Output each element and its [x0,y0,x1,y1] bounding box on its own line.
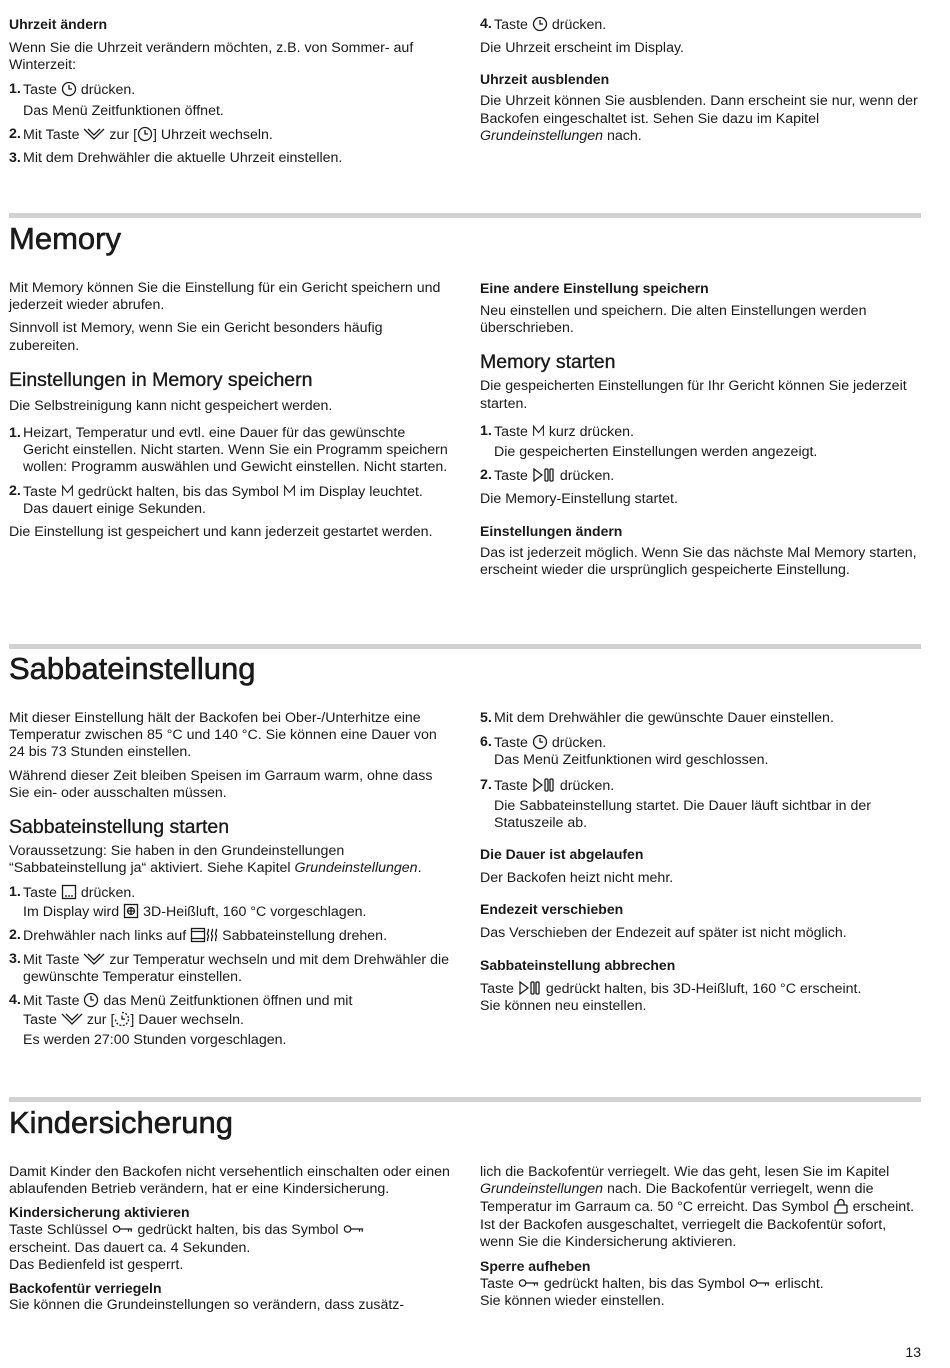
kinder-lift-text: Taste gedrückt halten, bis das Symbol erlischt. [480,1276,824,1293]
step-number: 2. [9,125,21,142]
sabbat-step-7-result: Die Sabbateinstellung startet. Die Dauer läuft sichtbar in der Statuszeile ab. [494,797,871,832]
memory-started-text: Die Memory-Einstellung startet. [480,491,678,508]
kinder-door-text: Sie können die Grundeinstellungen so verändern, dass zusätz- [9,1297,405,1314]
hot-air-icon [123,903,139,919]
step-number: 4. [480,16,492,32]
kinder-activate-heading: Kindersicherung aktivieren [9,1204,190,1221]
memory-start-text: Die gespeicherten Einstellungen für Ihr Gericht können Sie jederzeit starten. [480,378,907,412]
kinder-lift-heading: Sperre aufheben [480,1258,591,1275]
uhrzeit-heading: Uhrzeit ändern [9,16,108,32]
kinder-door-heading: Backofentür verriegeln [9,1280,162,1297]
sabbat-intro-1: Mit dieser Einstellung hält der Backofen bei Ober-/Unterhitze eine Temperatur zwischen 85 °C und 140 °C. Sie können eine Dauer von 24 bis 73 Stunden einstellen. [9,710,437,761]
sabbat-cancel-note: Sie können neu einstellen. [480,997,647,1014]
memory-other-text: Neu einstellen und speichern. Die alten Einstellungen werden überschrieben. [480,303,867,337]
clock-icon [532,734,548,750]
uhrzeit-step-4-result: Die Uhrzeit erscheint im Display. [480,40,684,57]
chevron-down-icon [83,951,105,967]
section-divider [9,644,921,649]
sabbat-shift-heading: Endezeit verschieben [480,901,624,918]
duration-icon [114,1011,130,1027]
step-number: 1. [9,884,21,901]
start-pause-icon [532,777,556,793]
memory-start-step-1-result: Die gespeicherten Einstellungen werden angezeigt. [494,444,818,461]
step-number: 3. [9,150,21,167]
step-number: 3. [9,951,21,968]
uhrzeit-hide-text: Die Uhrzeit können Sie ausblenden. Dann erscheint sie nur, wenn der Backofen eingeschaltet ist. Sehen Sie dazu im Kapitel Grundeinstellungen nach. [480,93,918,144]
chevron-down-icon [61,1011,83,1027]
memory-start-heading: Memory starten [480,351,616,374]
memory-start-step-1: 1. Taste kurz drücken. [480,422,634,440]
clock-bracket-icon [137,126,153,142]
uhrzeit-left-column [9,16,451,167]
sabbat-left-column [9,710,451,1049]
kinder-activate-result: Das Bedienfeld ist gesperrt. [9,1256,184,1273]
uhrzeit-step-1-result: Das Menü Zeitfunktionen öffnet. [23,102,224,119]
sabbat-step-5: 5. Mit dem Drehwähler die gewünschte Dauer einstellen. [480,710,834,726]
kinder-activate-text: Taste Schlüssel gedrückt halten, bis das Symbol erscheint. Das dauert ca. 4 Sekunden. [9,1221,451,1256]
kinder-right-column [480,1164,920,1310]
uhrzeit-step-2: 2. Mit Taste zur [ ] Uhrzeit wechseln. [9,125,273,143]
sabbat-step-6-result: Das Menü Zeitfunktionen wird geschlossen. [494,752,769,769]
memory-change-heading: Einstellungen ändern [480,522,623,539]
uhrzeit-hide-heading: Uhrzeit ausblenden [480,71,610,88]
memory-change-text: Das ist jederzeit möglich. Wenn Sie das nächste Mal Memory starten, erscheint wieder die ursprünglich gespeicherte Einstellung. [480,544,917,578]
sabbat-done-text: Der Backofen heizt nicht mehr. [480,870,674,887]
sabbat-intro-2: Während dieser Zeit bleiben Speisen im Garraum warm, ohne dass Sie ein- oder ausschalten müssen. [9,767,433,801]
start-pause-icon [518,980,542,996]
chevron-down-icon [83,126,105,142]
sabbat-precondition: Voraussetzung: Sie haben in den Grundeinstellungen “Sabbateinstellung ja“ aktiviert. Siehe Kapitel Grundeinstellungen. [9,843,422,877]
sabbat-heading: Sabbateinstellung [9,651,256,686]
memory-left-column [9,280,451,541]
uhrzeit-right-column [480,16,920,145]
sabbat-cancel-text: Taste gedrückt halten, bis 3D-Heißluft, 160 °C erscheint. [480,980,862,997]
sabbat-cancel-heading: Sabbateinstellung abbrechen [480,956,676,973]
memory-m-icon [61,483,74,499]
memory-intro-1: Mit Memory können Sie die Einstellung für ein Gericht speichern und jederzeit wieder abrufen. [9,280,441,314]
memory-intro-2: Sinnvoll ist Memory, wenn Sie ein Gericht besonders häufig zubereiten. [9,320,383,354]
kinder-door-text-continued: lich die Backofentür verriegelt. Wie das geht, lesen Sie im Kapitel Grundeinstellungen nach. Die Backofentür verriegelt, wenn die Temperatur im Garraum ca. 50 °C erreicht. Das Symbol erscheint. Ist der Backofen ausgeschaltet, verriegelt die Backofentür sofort, wenn Sie die Kindersicherung aktivieren. [480,1164,915,1250]
kinder-heading: Kindersicherung [9,1105,234,1140]
sabbat-start-heading: Sabbateinstellung starten [9,816,230,839]
section-divider [9,213,921,218]
step-number: 1. [480,422,492,439]
step-number: 6. [480,734,492,751]
sabbat-step-2: 2. Drehwähler nach links auf Sabbateinstellung drehen. [9,926,388,944]
memory-saved-text: Die Einstellung ist gespeichert und kann jederzeit gestartet werden. [9,524,433,541]
memory-m-icon [532,423,545,439]
oven-mode-icon [61,884,77,900]
clock-icon [61,81,77,97]
key-icon [112,1221,134,1237]
sabbath-mode-icon [190,927,218,943]
memory-save-note: Die Selbstreinigung kann nicht gespeichert werden. [9,397,333,414]
step-number: 5. [480,710,492,726]
clock-icon [83,992,99,1008]
clock-icon [532,16,548,32]
memory-other-heading: Eine andere Einstellung speichern [480,280,709,296]
sabbat-right-column [480,710,920,1015]
uhrzeit-step-3: 3. Mit dem Drehwähler die aktuelle Uhrzeit einstellen. [9,150,343,167]
sabbat-done-heading: Die Dauer ist abgelaufen [480,846,644,863]
step-number: 2. [480,467,492,484]
start-pause-icon [532,467,556,483]
sabbat-step-4-result: Es werden 27:00 Stunden vorgeschlagen. [23,1031,287,1048]
uhrzeit-step-4: 4. Taste drücken. [480,16,607,33]
page-number: 13 [905,1344,921,1360]
sabbat-step-1: 1. Taste drücken. [9,884,136,902]
memory-save-step-2: 2. Taste gedrückt halten, bis das Symbol im Display leuchtet. Das dauert einige Sekunden. [9,482,423,517]
step-number: 4. [9,992,21,1009]
uhrzeit-step-1: 1. Taste drücken. [9,81,136,99]
sabbat-step-3: 3. Mit Taste zur Temperatur wechseln und mit dem Drehwähler die gewünschte Temperatur einstellen. [9,951,450,986]
section-divider [9,1097,921,1102]
sabbat-step-6: 6. Taste drücken. [480,734,607,752]
memory-save-heading: Einstellungen in Memory speichern [9,368,313,391]
key-icon [518,1275,540,1291]
key-icon [749,1275,771,1291]
sabbat-step-4: 4. Mit Taste das Menü Zeitfunktionen öffnen und mit Taste zur [ ] Dauer wechseln. [9,992,353,1028]
step-number: 1. [9,81,21,98]
memory-start-step-2: 2. Taste drücken. [480,467,615,485]
step-number: 2. [9,482,21,499]
kinder-left-column [9,1164,451,1314]
step-number: 2. [9,926,21,943]
memory-heading: Memory [9,221,121,256]
lock-icon [833,1198,849,1214]
step-number: 1. [9,425,21,442]
uhrzeit-intro: Wenn Sie die Uhrzeit verändern möchten, z.B. von Sommer- auf Winterzeit: [9,40,414,74]
sabbat-step-7: 7. Taste drücken. [480,776,615,794]
key-icon [343,1221,365,1237]
kinder-lift-note: Sie können wieder einstellen. [480,1293,665,1310]
kinder-intro: Damit Kinder den Backofen nicht versehentlich einschalten oder einen ablaufenden Betrieb verändern, hat er eine Kindersicherung. [9,1164,450,1198]
sabbat-step-1-result: Im Display wird 3D-Heißluft, 160 °C vorgeschlagen. [23,903,367,920]
memory-right-column [480,280,920,579]
memory-m-icon [283,483,296,499]
memory-save-step-1: 1. Heizart, Temperatur und evtl. eine Dauer für das gewünschte Gericht einstellen. Nicht starten. Wenn Sie ein Programm speichern wollen: Programm auswählen und Gewicht einstellen. Nicht starten. [9,425,448,476]
sabbat-shift-text: Das Verschieben der Endezeit auf später ist nicht möglich. [480,925,847,942]
step-number: 7. [480,776,492,793]
